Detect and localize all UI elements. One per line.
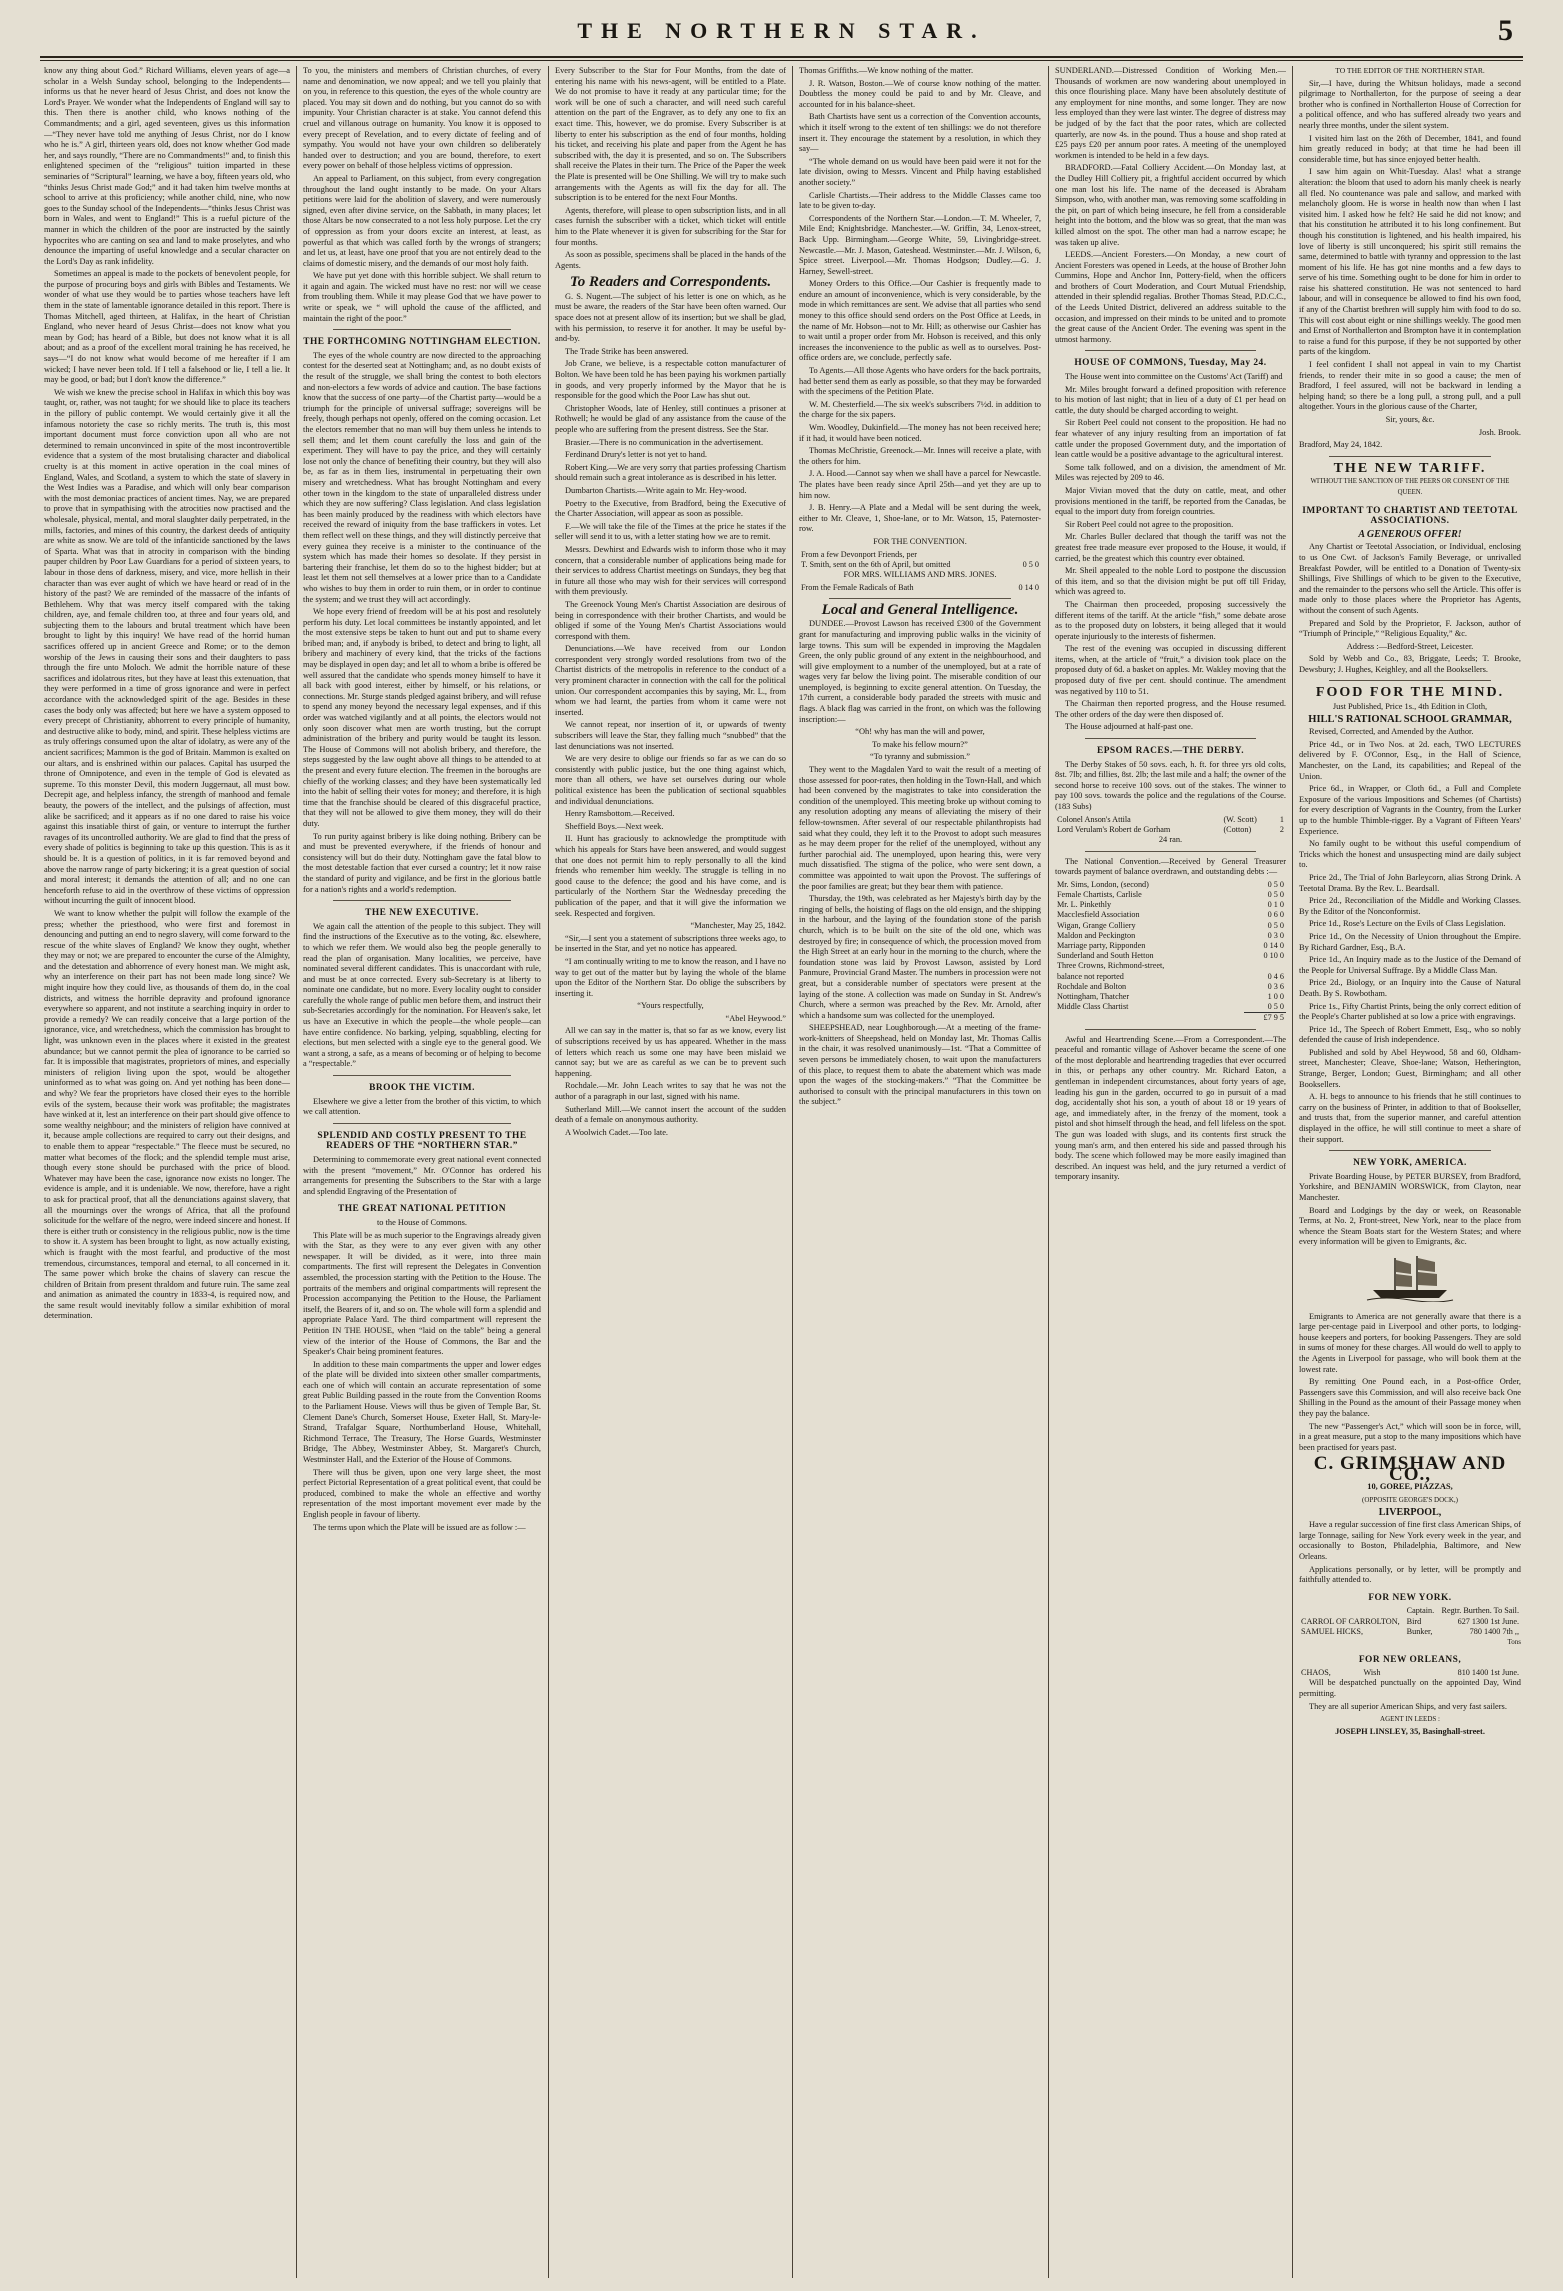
news-paragraph: Major Vivian moved that the duty on cattle, meat, and other provisions mentioned in the tariff, be reported from the Canadas, be equal to the import duty from foreign countries. [1055,485,1286,517]
table-row: Wigan, Grange Colliery 0 5 0 [1057,920,1284,930]
table-row: Macclesfield Association 0 6 0 [1057,910,1284,920]
table-row: Rochdale and Bolton 0 3 6 [1057,981,1284,991]
news-paragraph: Sir Robert Peel could not consent to the proposition. He had no fear whatever of any injury resulting from an importation of fat cattle under the proposed Government duty, and the importation of lean cattle would be a positive advantage to the agricultural interest. [1055,418,1286,460]
heading-epsom-races: EPSOM RACES.—THE DERBY. [1096,746,1245,757]
news-paragraph: Thursday, the 19th, was celebrated as her Majesty's birth day by the ringing of bells, the hoisting of flags on the old ensign, and the shipping in the harbour, and the laying of the foundation stone of the parish church, which is to be built on the site of the old one, which was destroyed by fire; in consequence of which, the procession moved from the High Street at an early hour in the morning to the church, where the foundation stone was laid by Provost Lawson, assisted by Lord Panmure, Provincial Grand Master. The numbers in procession were not great, but a considerable number of spectators were present at the laying of the stone. A collection was made on Sunday in St. Andrew's Church, where a sermon was preached by the Rev. Mr. Arnold, after which a handsome sum was collected for the unemployed. [799,894,1041,1020]
article-paragraph: To you, the ministers and members of Christian churches, of every name and denomination, we now appeal; and we tell you plainly that on you, in reference to this question, the eyes of the whole country are placed. You may sit down and do nothing, but you cannot do so with impunity. Your Christian character is at stake. You cannot defend this cruel and villanous outrage on humanity. You know it is opposed to every precept of Revelation, and to every dictate of feeling and of sympathy. You would not have your own children so deliberately handed over to destruction; and you are bound, therefore, to exert every power on behalf of those helpless victims of oppression. [303,66,541,171]
article-paragraph: We hope every friend of freedom will be at his post and resolutely perform his duty. Let local committees be instantly appointed, and let the most extensive steps be taken to hunt out and put to shame every bribed man; and, if anybody is bribed, to detect and bring to light, all bribery and machinery of every kind, that the tricks of the factions may be displayed in open day; and let all to whom a bribe is offered be well assured that the candidate who spends money himself to have it all back with good interest, either by himself, or his relations, or connections. Mr. Sturge stands pledged against bribery, and will refuse to spend any money beyond the necessary legal expenses, and if this order was watched vigilantly and at all points, the electors would not only soon discover what men are worth trusting, but the corrupt administration of the bribery and purity would be taught its lesson. The House of Commons will not abolish bribery, and therefore, the steps suggested by the law ought above all things to be attended to at the present and every future election. The freemen in the boroughs are chiefly of the working classes; and they have been systematically led into the habit of selling their votes for money; and therefore, it is high time that the franchise should be cleared of this disgraceful practice, that they will not be allowed to give them money, they will do their duty. [303,607,541,828]
news-paragraph: Sir Robert Peel could not agree to the proposition. [1065,519,1234,529]
firm-city: LIVERPOOL, [1378,1506,1442,1518]
correspondent-note: Henry Ramsbottom.—Received. [565,809,675,819]
letter-paragraph: Sir,—I have, during the Whitsun holidays, made a second pilgrimage to Northallerton, for the purpose of seeing a dear brother who is confined in Northallerton House of Correction for a political offence, and who has suffered already two years and nearly three months, under the silent system. [1299,78,1521,130]
heading-for-new-york: FOR NEW YORK. [1368,1592,1452,1603]
correspondent-note: A Woolwich Cadet.—Too late. [565,1127,669,1137]
article-paragraph: To run purity against bribery is like doing nothing. Bribery can be and must be prevented everywhere, if the friends of honour and consistency will but do their duty. Nottingham gave the fatal blow to the most detestable faction that ever cursed a country; let it now raise the standard of purity and vigilance, and be first in the glorious battle for a nation's rights and a world's redemption. [303,831,541,894]
table-row: Colonel Anson's Attila (W. Scott) 1 [1057,814,1284,824]
news-paragraph: BRADFORD.—Fatal Colliery Accident.—On Monday last, at the Dudley Hill Colliery pit, a frightful accident occurred by which one man lost his life. The name of the deceased is Abraham Simpson, who, with another man, was removing some scaffolding in the pit, on part of which being insecure, he fell from a considerable height into the bottom, and the blow was so great, that the man was killed almost on the spot. The other man had a narrow escape; he was taken up alive. [1055,163,1286,247]
table-row: balance not reported 0 4 6 [1057,971,1284,981]
advert-paragraph: Price 1s., Fifty Chartist Prints, being the only correct edition of the People's Charter published at so low a price with engravings. [1299,1001,1521,1022]
heading-readers-correspondents: To Readers and Correspondents. [569,274,772,291]
advert-paragraph: Price 1d., The Speech of Robert Emmett, Esq., who so nobly defended the cause of Irish independence. [1299,1024,1521,1045]
column-3 [555,66,786,2278]
column-divider [548,66,549,2278]
letter-paragraph: I saw him again on Whit-Tuesday. Alas! what a strange alteration: the bloom that used to adorn his manly cheek is nearly all fled. No countenance was pale and sallow, and marked with melancholy gloom. He is worse in health now than when I last visited him. I asked how he felt? He said he did not know; and that his constitution he attributed it to his long confinement. But though his constitution is lightened, and his health impaired, his love of liberty is still unconquered; his spirit still remains the same, determined to battle with tyranny and oppression to the last moment of his life. He has got nine months and a few days to serve of his time. Something ought to be done for him in order to raise his shattered constitution. He was not sentenced to hard labour, and will in consequence be allowed to find his own food, if any of the Chartist brethren will supply him with food to do so. This will cost about eight or nine shillings weekly. The good men and Ernst of Northallerton and Brompton have it in contemplation to raise a fund for this purpose, if they be not supported by other parts of the kingdom. [1299,167,1521,357]
article-paragraph: Every Subscriber to the Star for Four Months, from the date of entering his name with his news-agent, will be entitled to a Plate. We do not promise to have it ready at any particular time; for the work will be one of such a character, and will need such careful attention on the part of the Engraver, as to defy any one to fix an exact time. This, however, we do promise. Every Subscriber is at liberty to enter his subscription as the end of four months, holding his ticket, and receiving his plate and paper from the Agent he has subscribed with, the day it is presented, and so on. The Subscribers shall receive the Plates in their turn. The Price of the Paper the week the Plate is presented will be One Shilling. We will try to make such arrangements with the Agents as will fix the day for all. The subscription is to be entered for the next Four Months. [555,66,786,203]
correspondent-note: G. S. Nugent.—The subject of his letter is one on which, as he must be aware, the readers of the Star have been often warned. Our space does not at present allow of its insertion; but we shall be glad, with his permission, to reserve it for another. It may be useful by-and-by. [555,291,786,344]
tariff-subtitle: WITHOUT THE SANCTION OF THE PEERS OR CONSENT OF THE QUEEN. [1310,478,1510,496]
race-field-count: 24 ran. [1158,835,1183,844]
news-paragraph: The House went into committee on the Customs' Act (Tariff) and [1065,372,1283,382]
advert-paragraph: Published and sold by Abel Heywood, 58 and 60, Oldham-street, Manchester; Cleave, Shoe-lane; Watson, Hetherington, Strange, Berger, London; Guest, Birmingham; and all other Booksellers. [1299,1047,1521,1089]
correspondent-note: Rochdale.—Mr. John Leach writes to say that he was not the author of a paragraph in our last, signed with his name. [555,1081,786,1102]
article-paragraph: There will thus be given, upon one very large sheet, the most perfect Pictorial Representation of a great political event, that could be produced, combined to make the whole an effective and worthy representation of the most important movement ever made by the English people in favour of liberty. [303,1467,541,1519]
column-6 [1299,66,1521,2278]
advert-paragraph: Revised, Corrected, and Amended by the Author. [1309,727,1474,737]
news-paragraph: Awful and Heartrending Scene.—From a Correspondent.—The peaceful and romantic village of Ashover became the scene of one of the most deplorable and heartrending tragedies that ever occurred in this, or perhaps any other country. Mr. Richard Eaton, a gentleman in independent circumstances, about forty years of age, leading his gun in the garden, occurred to go in pursuit of a mad dog, accidentally shot his son, a youth of about 18 or 19 years of age, and immediately after, in the frenzy of the moment, took a pistol and shot himself through the head, and fell lifeless on the spot. The gun was loaded with slugs, and its contents first struck the young man's arm, and then entered his side and passed through his body. The scene which followed may be more easily imagined than described. An inquest was held, and the jury returned a verdict of temporary insanity. [1055,1034,1286,1182]
table-row: T. Smith, sent on the 6th of April, but omitted 0 5 0 [801,559,1039,569]
tons-label: Tons [1507,1638,1521,1647]
new-york-sailings [1299,1606,1521,1637]
news-paragraph: Mr. Sheil appealed to the noble Lord to postpone the discussion of this item, and so that the division might be put off till Friday, which was agreed to. [1055,566,1286,597]
column-divider [1048,66,1049,2278]
column-5 [1055,66,1286,2278]
news-paragraph: The rest of the evening was occupied in discussing different items, when, at the article of “fruit,” a division took place on the proposed duty of 6d. a basket on apples. Mr. Wakley moving that the proposed duty of five per cent. should continue. The amendment was negatived by 110 to 51. [1055,644,1286,696]
article-paragraph: We wish we knew the precise school in Halifax in which this boy was taught, or, rather, was not taught; for we should like to place its teachers in the pillory of public contempt. We would certainly give it all the infamous notoriety the case so richly merits. The truth is, this most important document must force conviction upon all who are not determined to remain unconvinced in spite of the most incontrovertible evidence that a system of the most brutalising character and diabolical cruelty is at this moment in active operation in the coal mines of England, Wales, and Scotland, a system to which the state of slavery in the West Indies was a Paradise, and which will only bear comparison with the most demoniac practices of ancient times. Nay, we are prepared to prove that in sympathising with the atrocities now practised and the wholesale, physical, mental, and moral slaughter daily perpetrated, in the mills, factories, and mines of this country, the darkest deeds of antiquity are white as snow. We are told of the infanticide sanctioned by the laws of Sparta. What was that in atrocity in comparison with the binding pauper children by Poor Law Guardians for a period of sixteen years, to labour in those dens of darkness, misery, and vice, more hellish in their character than was ever aught of which we have heard or read of in the history of the past? We are reminded of the massacre of the infants of Bethlehem. Why that was mercy itself compared with the taking children, aye, and female children too, at three and four years old, and subjecting them to the labours and brutal treatment which have been brought to light by this inquiry! We have read of the horrid human sacrifices offered up in ancient Greece and Rome; or to the demon worship of the Jews in causing their sons and their daughters to pass through the fire unto Moloch. We admit the horrible nature of these sacrifices and idolatrous rites, but they have at least this extenuation, that they were performed in a time of gross ignorance and were in perfect accordance with the acknowledged spirit of the age. Besides in these cases the body only was affected; but here we have a system opposed to every precept of Christianity, abhorrent to every principle of humanity, and destructive alike to body, mind, and spirit. These helpless victims are as truly offerings consumed upon the altar of idolatry, as were any of the ancient sacrifices; Mammon is the god of Britain. Mammon is exalted on our altars, and is enshrined within our palaces. Capital has usurped the throne of Omnipotence, and even in the temple of God is elevated as supreme. To this monster Devil, this modern Juggernaut, all must bow. Decrepit age, and helpless infancy, the strength of manhood and female beauty, the powers of the intellect, and the pulsings of affection, must alike be sacrificed; and it appears as if no one dared to raise his voice against this insatiable thirst of gain, or venture to interrupt the further ravages of its uncontrolled authority. We are glad to find that the press of every shade of politics is beginning to take up this question. This is as it should be. It is a question of politics, in it is far removed beyond and above the narrow range of party bickering; it is a great question of social and moral interest; it demands the attention of all; and no one can henceforth refuse to aid in the overthrow of these victims of oppression without incurring the guilt of innocent blood. [44,387,290,906]
advert-paragraph: Price 1d., An Inquiry made as to the Justice of the Demand of the People for Universal Suffrage. By a Middle Class Man. [1299,955,1521,975]
correspondent-note: Messrs. Dewhirst and Edwards wish to inform those who it may concern, that a considerable number of applications being made for their services to address Chartist meetings on Sundays, they beg that in future all those who may wish for their services will correspond with them previously. [555,544,786,597]
masthead-rule [40,56,1523,61]
separator [333,900,511,901]
advert-paragraph: Price 2d., Reconciliation of the Middle and Working Classes. By the Editor of the Nonconformist. [1299,896,1521,916]
advert-address: Address :—Bedford-Street, Leicester. [1346,641,1474,651]
correspondent-note: Brasier.—There is no communication in the advertisement. [565,437,764,447]
heading-new-york: NEW YORK, AMERICA. [1353,1158,1467,1169]
table-row: From a few Devonport Friends, per [801,549,917,559]
heading-new-tariff: THE NEW TARIFF. [1333,460,1487,476]
news-paragraph: Mr. Miles brought forward a defined proposition with reference to his motion of last night; that in lieu of a duty of £1 per head on cattle, the duty should be charged according to weight. [1055,384,1286,415]
correspondent-note: Denunciations.—We have received from our London correspondent very strongly worded resolutions from two of the Chartist districts of the metropolis in reference to the conduct of a very prominent character in connection with the call for the political union. Our correspondent accompanies this by saying, Mr. L., from whom we had learnt, the parties from whom it came were not inserted. [555,644,786,717]
letter-paragraph: “I am continually writing to me to know the reason, and I have no way to get out of the matter but by laying the whole of the blame upon the Editor of the Northern Star. Do oblige the subscribers by inserting it. [555,956,786,998]
letter-closing: Sir, yours, &c. [1385,415,1435,424]
correspondent-note: II. Hunt has graciously to acknowledge the promptitude with which his appeals for Stars have been answered, and would suggest that one does not permit him to reply personally to all the kind friends who remember him weekly. The struggle is telling in no good cause to the defence; the good and his have come, and is particularly of the Northern Star the Wednesday preceding the publication of the paper, and that it will give the information we seek. Respected and forgiven. [555,834,786,918]
heading-food-for-mind: FOOD FOR THE MIND. [1315,685,1505,701]
article-paragraph: As soon as possible, specimens shall be placed in the hands of the Agents. [555,250,786,270]
heading-splendid-present: SPLENDID AND COSTLY PRESENT TO THE READERS OF THE “NORTHERN STAR.” [317,1130,527,1152]
table-row: Three Crowns, Richmond-street, [1057,961,1165,971]
williams-subscriptions [799,583,1041,593]
food-intro: Just Published, Price 1s., 4th Edition in Cloth, [1332,702,1488,712]
advert-paragraph: Price 4d., or in Two Nos. at 2d. each, TWO LECTURES delivered by F. O'Connor, Esq., in the Hall of Science, Manchester, on the Land, its capabilities; and Repeal of the Union. [1299,739,1521,781]
letter-paragraph: I feel confident I shall not appeal in vain to my Chartist friends, to render their mite in so good a cause; the men of Bradford, I feel assured, will not be backward in lending a helping hand; so there be a long pull, a strong pull, and a pull altogether. Yours in the glorious cause of the Charter, [1299,360,1521,412]
food-title: HILL'S RATIONAL SCHOOL GRAMMAR, [1308,713,1512,725]
column-2 [303,66,541,2278]
correspondent-note: Poetry to the Executive, from Bradford, being the Executive of the Charter Association, will appear as soon as possible. [555,498,786,519]
correspondent-note: J. R. Watson, Boston.—We of course know nothing of the matter. Doubtless the money could be paid to and by Mr. Cleave, and accounted for in his balance-sheet. [799,78,1041,109]
table-row: SAMUEL HICKS, Bunker, 780 1400 7th ,, [1301,1626,1519,1636]
table-row: CARROL OF CARROLTON, Bird 627 1300 1st June. [1301,1616,1519,1626]
separator [333,1123,511,1124]
firm-name: C. GRIMSHAW AND CO., [1313,1453,1507,1485]
heading-nottingham-election: THE FORTHCOMING NOTTINGHAM ELECTION. [303,337,541,348]
advert-paragraph: Emigrants to America are not generally aware that there is a large per-centage paid in Liverpool and other ports, to lodging-house keepers and porters, for booking Passengers. They are sold in sums of money for these charges. All would do well to apply to the Agents in Liverpool for passage, who will book them at the lowest rate. [1299,1311,1521,1374]
news-paragraph: LEEDS.—Ancient Foresters.—On Monday, a new court of Ancient Foresters was opened in Leeds, at the house of Brother John Cummins, Hope and Anchor Inn, Pottery-field, when the officers and brothers of Court Moderation, and Court Mutual Friendship, attended in their splendid regalias. Brother Thomas Stead, P.D.C.C., of the Leeds United District, delivered an address suitable to the occasion, and impressed on their minds to be united and to promote the great cause of the Ancient Order. The evening was spent in the utmost harmony. [1055,250,1286,344]
correspondent-note: J. B. Henry.—A Plate and a Medal will be sent during the week, either to Mr. Cleave, 1, Shoe-lane, or to Mr. Watson, 15, Paternoster-row. [799,503,1041,534]
table-row: Sunderland and South Hetton 0 10 0 [1057,951,1284,961]
letter-paragraph: “Sir,—I sent you a statement of subscriptions three weeks ago, to be inserted in the Star, and yet no notice has appeared. [555,933,786,954]
correspondent-note: Job Crane, we believe, is a respectable cotton manufacturer of Bolton. We have been told he has been paying his workmen partially in goods, and very properly informed by the Mayor that he is responsible for the good which the Poor Law has shut out. [555,359,786,401]
advert-paragraph: By remitting One Pound each, in a Post-office Order, Passengers save this Commission, and will also receive back One Shilling in the Pound as the amount of their Passage money when they pay the balance. [1299,1377,1521,1418]
table-row: Nottingham, Thatcher 1 0 0 [1057,992,1284,1002]
subscription-heading: FOR THE CONVENTION. [873,536,967,546]
letter-closing: “Yours respectfully, [637,1001,704,1011]
table-row: Mr. Sims, London, (second) 0 5 0 [1057,879,1284,889]
separator [1329,1150,1491,1151]
separator [1085,350,1256,351]
masthead [40,14,1523,56]
article-paragraph: We again call the attention of the people to this subject. They will find the instructions of the Executive as to the voting, &c. elsewhere, to which we refer them. We would also beg the people generally to read the plan of organisation. Many localities, we perceive, have nominated several different candidates. This is unaccordant with rule, and must be at once corrected. Every sub-Secretary is at liberty to nominate one candidate, but no more. Every locality ought to consider carefully the whole range of public men before them, and instruct their sub-Secretaries accordingly for the nomination. For Heaven's sake, let us have an Executive in which the people—the whole people—can have entire confidence. No barking, yelping, squabbling, electing for elections, but men selected with a single eye to the general good. We want a strong, a safe, as a means of becoming or of helping to become a “respectable.” [303,921,541,1069]
heading-important: IMPORTANT TO CHARTIST AND TEETOTAL ASSOCIATIONS. [1302,505,1518,527]
agent-name: JOSEPH LINSLEY, 35, Basinghall-street. [1335,1726,1485,1736]
separator [333,1075,511,1076]
column-1 [44,66,290,2278]
correspondent-note: All we can say in the matter is, that so far as we know, every list of subscriptions received by us has appeared. Whether in the mass of letters which reach us some one may have been mislaid we cannot say; but we are as careful as we can be to prevent such happening. [555,1026,786,1078]
sailing-ship-icon [1299,1254,1521,1306]
advert-paragraph: Prepared and Sold by the Proprietor, F. Jackson, author of “Triumph of Principle,” “Religious Equality,” &c. [1299,618,1521,639]
article-paragraph: An appeal to Parliament, on this subject, from every congregation throughout the land ought instantly to be made. On your Altars petitions were laid for the abolition of slavery, and were numerously signed, even after divine service, on the Sabbath, in many places; let those Altars be now consecrated to a not less holy purpose. Let the cry of oppression as from your doors excite an interest, at least, as powerful as that which was called forth by the wrongs of strangers; and let us, at least, have one proof that you are not entirely dead to the claims of domestic misery, and the demands of our most holy faith. [303,173,541,268]
advert-paragraph: Price 2d., Biology, or an Inquiry into the Cause of Natural Death. By S. Rowbotham. [1299,978,1521,998]
convention-subscriptions [799,550,1041,570]
table-row: Middle Class Chartist 0 5 0 [1057,1002,1284,1012]
article-paragraph: Elsewhere we give a letter from the brother of this victim, to which we call attention. [303,1096,541,1117]
heading-national-petition: THE GREAT NATIONAL PETITION [338,1204,506,1215]
inscription-line: “Oh! why has man the will and power, [855,727,985,737]
newspaper-title: THE NORTHERN STAR. [577,18,986,43]
letter-heading: TO THE EDITOR OF THE NORTHERN STAR. [1335,66,1485,75]
advert-paragraph: Price 2d., The Trial of John Barleycorn, alias Strong Drink. A Teetotal Drama. By the Rev. L. Beardsall. [1299,872,1521,893]
inscription-line: “To tyranny and submission.” [870,752,970,762]
correspondent-note: J. A. Hood.—Cannot say when we shall have a parcel for Newcastle. The plates have been ready since April 25th—and yet they are up to him now. [799,469,1041,500]
new-orleans-sailings [1299,1668,1521,1678]
correspondent-note: Sutherland Mill.—We cannot insert the account of the sudden death of a female on anonymous authority. [555,1104,786,1125]
heading-house-of-commons: HOUSE OF COMMONS, Tuesday, May 24. [1074,358,1267,369]
article-paragraph: This Plate will be as much superior to the Engravings already given with the Star, as they were to any ever given with any other newspaper. It will be divided, as it were, into three main compartments. The first will represent the Delegates in Convention assembled, the procession starting with the Petition to the House. The portraits of the members and original compartments will represent the Procession accompanying the Petition to the House, the Parliament itself, the Bearers of it, and so on. The whole will form a splendid and appropriate Palace Yard. The third compartment will represent the Petition IN THE HOUSE, when “laid on the table” being a general view of the interior of the House of Commons, the Bar and the Speaker's Chair being prominent features. [303,1230,541,1357]
separator [1329,680,1491,681]
advert-paragraph: Price 1d., Rose's Lecture on the Evils of Class Legislation. [1309,919,1506,929]
article-paragraph: We want to know whether the pulpit will follow the example of the press; whether the priesthood, who were first and foremost in denouncing and putting an end to negro slavery, will come forward to the rescue of the white slaves of England? We know they ought, whether they may or not; we are prepared to encounter the curse of the Almighty, and the detestation and abhorrence of every honest man. We might ask, why an interference on their part has not been made long since? We might inquire how they could live, as thousands of them do, in the coal districts, and witness the horrible depravity and profound ignorance everywhere so apparent, and not institute a searching inquiry in order to provide a remedy? We can readily conceive that a large portion of the ignorance, vice, and wretchedness, which the commission has brought to light, was unknown even in the places where it existed in the greatest abundance; but we cannot permit the plea of ignorance to be carried so far. It is impossible that magistrates, proprietors of mines, and especially ministers of religion living upon the spot, would be altogether uninformed as to what was going on. And yet nothing has been done—and why? We fear the proprietors have closed their eyes to the horrible evils of the system, because their work was profitable; the magistrates have winked at it, lest an interference on their part should give offence to some wealthy neighbour; and the ministers of religion have connived at it, because ample collections are required to carry out their designs, and to enable them to appear “respectable.” The fleece must be secured, no matter what becomes of the flock; and the splendid temple must arise, though every stone should be purchased with the price of blood. Whatever may have been the case, ignorance now exists no longer. The evidence is ample, and it is undeniable. We now, therefore, have a right to ask for practical proof, that all the denunciations against slavery, that all the mournings over the wrongs of Africa, that all the profound solicitude for the welfare of the negro, were indeed sincere and honest. If there is either truth or consistency in the religious public, now is the time to show it. A system has been brought to light, as now actually existing, which is fraught with the most fearful, and productive of the most tremendous, circumstances, temporal and eternal, to all concerned in it. The same power which broke the chains of slavery can rescue the children of Britain from present thraldom and future ruin. The same zeal and animation as animated the country in 1833-4, is required now, and the same result would inevitably follow a similar exhibition of moral determination. [44,908,290,1321]
news-paragraph: The Chairman then reported progress, and the House resumed. The other orders of the day were then disposed of. [1055,699,1286,719]
news-paragraph: SUNDERLAND.—Distressed Condition of Working Men.—Thousands of workmen are now wandering about unemployed in this once flourishing place. Many have been absolutely destitute of any employment for nine months, and some longer. They are now less employed than they were last winter. The degree of distress may be judged of by the fact that the poor rates, which are collected quarterly, are now 4s. in the pound. Thus a house and shop rated at £25 pays £20 per annum poor rates. A meeting of the unemployed workmen is intended to be held in a few days. [1055,66,1286,160]
correspondent-note: Money Orders to this Office.—Our Cashier is frequently made to endure an amount of inconvenience, which is very considerable, by the mode in which remittances are sent. We advise that all parties who send money to this office should send orders on the Post Office at Leeds, in the name of Mr. Hobson—not to Mr. Hill; as otherwise our Cashier has to wait until a proper order from Mr. Hobson is received, and this only increases the inconvenience to the public as well as to ourselves. Post-office orders are, we conclude, perfectly safe. [799,279,1041,363]
news-paragraph: SHEEPSHEAD, near Loughborough.—At a meeting of the frame-work-knitters of Sheepshead, held on Monday last, Mr. Thomas Callis in the chair, it was resolved unanimously—1st. “That a Committee of seven persons be immediately chosen, to wait upon the manufacturers of this place, to request them to abate the abatement which was made upon the wages of the stocking-makers.” “That the Committee be authorised to consult with the principal manufacturers in this town on the subject.” [799,1023,1041,1107]
article-paragraph: Agents, therefore, will please to open subscription lists, and in all cases furnish the subscriber with a ticket, which ticket will entitle him to the Plate whenever it is given for subscribing for the Star for four months. [555,205,786,247]
news-paragraph: The National Convention.—Received by General Treasurer towards payment of balance overdrawn, and outstanding debts :— [1055,856,1286,877]
table-row: CHAOS, Wish 810 1400 1st June. [1301,1668,1519,1678]
article-paragraph: The terms upon which the Plate will be issued are as follow :— [313,1522,526,1532]
column-divider [296,66,297,2278]
column-divider [1292,66,1293,2278]
firm-location: (OPPOSITE GEORGE'S DOCK,) [1362,1496,1458,1505]
correspondent-note: “The whole demand on us would have been paid were it not for the late division, owing to Messrs. Vincent and Philp having established another society.” [799,156,1041,187]
correspondent-note: Carlisle Chartists.—Their address to the Middle Classes came too late to be given to-day. [799,190,1041,211]
table-row: Female Chartists, Carlisle 0 5 0 [1057,889,1284,899]
column-divider [792,66,793,2278]
advert-paragraph: Price 1d., On the Necessity of Union throughout the Empire. By Richard Gardner, Esq., B.A. [1299,931,1521,952]
firm-address: 10, GOREE, PIAZZAS, [1367,1482,1453,1492]
separator [1085,851,1256,852]
agent-label: AGENT IN LEEDS : [1380,1715,1440,1724]
correspondent-note: Ferdinand Drury's letter is not yet to hand. [565,450,707,460]
correspondent-note: We cannot repeat, nor insertion of it, or upwards of twenty subscribers will leave the Star, they falling much “snubbed” that the last denunciations was not inserted. [555,720,786,751]
separator [333,329,511,330]
separator [1329,456,1491,457]
news-paragraph: DUNDEE.—Provost Lawson has received £300 of the Government grant for manufacturing and improving public walks in the vicinity of large towns. This sum will be expended in improving the Magdalen Green, the only public ground of any extent in the neighbourhood, and will give employment to a number of the unemployed, but at a rate of wages very far below the living point. The miserable condition of our unemployed, is beginning to excite general attention. On Tuesday, the 17th current, a considerable body paraded the streets with music and flags. A black flag was carried in the front, on which was the following inscription:— [799,619,1041,724]
letter-paragraph: I visited him last on the 26th of December, 1841, and found him greatly reduced in body; at that time he had been ill considerable time, but has since enjoyed better health. [1299,133,1521,164]
advert-paragraph: Any Chartist or Teetotal Association, or Individual, enclosing to us One Cwt. of Jackson's Family Beverage, or unrivalled Breakfast Powder, will be entitled to a Donation of Twenty-six Shillings, Five Shillings of which to be given to the Executive, and the remainder to the persons who sell the Article. This offer is made only to those places where the Proprietor has Agents, without the consent of such Agents. [1299,542,1521,615]
news-paragraph: Mr. Charles Buller declared that though the tariff was not the greatest free trade measure ever proposed to the House, it would, if carried, be the greatest which this country ever obtained. [1055,532,1286,563]
article-paragraph: Determining to commemorate every great national event connected with the present “movement,” Mr. O'Connor has ordered his arrangements for presenting the Subscribers to the Star with a large and splendid Engraving of the Presentation of [303,1155,541,1196]
correspondent-note: The Trade Strike has been answered. [565,346,689,356]
correspondent-note: Robert King.—We are very sorry that parties professing Chartism should remain such a great intolerance as is described in his letter. [555,462,786,483]
petition-subtitle: to the House of Commons. [376,1217,468,1227]
correspondent-note: The Greenock Young Men's Chartist Association are desirous of being in correspondence with their brother Chartists, and would be obliged if some of the Young Men's Chartist Associations would correspond with them. [555,599,786,641]
advert-paragraph: Board and Lodgings by the day or week, on Reasonable Terms, at No. 2, Front-street, New York, near to the place from whence the Steam Boats start for the Western States; and where every information will be given to Emigrants, &c. [1299,1205,1521,1247]
news-paragraph: The Chairman then proceeded, proposing successively the different items of the tariff. At the article “fish,” some debate arose as to the proposed duty on lobsters, it being alleged that it would operate injuriously to the interests of fishermen. [1055,599,1286,641]
advert-paragraph: The new “Passenger's Act,” which will soon be in force, will, in a great measure, put a stop to the many impositions which have been practised for years past. [1299,1421,1521,1452]
column-4 [799,66,1041,2278]
advert-paragraph: A. H. begs to announce to his friends that he still continues to carry on the business of Printer, in addition to that of Bookseller, and trusts that, from the superior manner, and careful attention displayed in the office, he will still continue to meet a share of their support. [1299,1092,1521,1144]
article-paragraph: Sometimes an appeal is made to the pockets of benevolent people, for the purpose of procuring boys and girls with Bibles and Testaments. We wonder of what use they would be to parties whose teachers have left them in the state of lamentable ignorance detailed in this report. There is Thomas Mitchell, aged thirteen, at Halifax, in the heart of Christian England, who never heard of Jesus Christ—does not know what you mean by God; has heard of a Bible, but does not know what it is all about; and as a proof of the excellent moral training he has received, he says—“I do not know what would become of me hereafter if I am wicked; I have never been told. If I tell a falsehood or lie, I tell a lie. It may be good, or bad; but I don't know the difference.” [44,269,290,385]
letter-signature: “Abel Heywood.” [725,1013,786,1023]
table-row: Marriage party, Ripponden 0 14 0 [1057,941,1284,950]
article-paragraph: know any thing about God.” Richard Williams, eleven years of age—a scholar in a Welsh Sunday school, belonging to the Independents—informs us that he never heard of Jesus Christ, and does not know the Lord's Prayer. We wonder what the Independents of England will say to this. Then there is another child, who knows nothing of the Commandments; and a girl, aged seventeen, gives us this information—“They never have told me anything of Jesus Christ, nor do I know who he is.” A girl, thirteen years old, does not know whether God made her, and says roundly, “There are no Commandments!” and, to finish this enlightened specimen of the “religious” tuition imparted in these seminaries of “Scriptural” learning, we have a boy, fifteen years old, who “thinks Jesus Christ made God;” and it had taken him twelve months at school to arrive at this proficiency; while another child, nine, who now goes to the Sunday school of the Independents—“thinks Jesus Christ was born in Wales, and went to England!” This is a rueful picture of the manner in which the children of the poor are instructed by the saintly hypocrites who are canting on sea and land to make proselytes, and who denounce the imparting of useful knowledge and a secular character on the Lord's Day as rank infidelity. [44,66,290,266]
correspondent-note: Thomas McChristie, Greenock.—Mr. Innes will receive a plate, with the others for him. [799,446,1041,466]
subscription-heading: FOR MRS. WILLIAMS AND MRS. JONES. [843,569,997,579]
article-paragraph: In addition to these main compartments the upper and lower edges of the plate will be divided into sixteen other smaller compartments, each one of which will contain an accurate representation of some great Public Building passed in the route from the Convention Rooms to the Parliament House. Views will thus be given of Temple Bar, St. Clement Dane's Church, Somerset House, Exeter Hall, St. Mary-le-Strand, Trafalgar Square, Northumberland House, Whitehall, Richmond Terrace, The Treasury, The Horse Guards, Westminster Bridge, The Abbey, Westminster Abbey, St. Margaret's Church, Westminster Hall, and the Exterior of the House of Commons. [303,1359,541,1465]
correspondent-note: W. M. Chesterfield.—The six week's subscribers 7½d. in addition to the charge for the six papers. [799,399,1041,420]
correspondent-note: To Agents.—All those Agents who have orders for the back portraits, had better send them as early as possible, so that they may be forwarded with the specimens of the Petition Plate. [799,366,1041,397]
advert-paragraph: Will be despatched punctually on the appointed Day, Wind permitting. [1299,1678,1521,1698]
advert-paragraph: Sold by Webb and Co., 83, Briggate, Leeds; T. Brooke, Dewsbury; J. Hughes, Keighley, and all the Booksellers. [1299,654,1521,674]
heading-local-intelligence: Local and General Intelligence. [821,601,1019,618]
letter-date: Bradford, May 24, 1842. [1299,440,1383,450]
convention-receipts [1055,880,1286,1024]
correspondent-note: Correspondents of the Northern Star.—London.—T. M. Wheeler, 7, Mile End; Knightsbridge. Manchester.—W. Griffin, 34, Lenox-street, Back Upp. Birmingham.—George White, 59, Livingbridge-street. Newcastle.—Mr. J. Mason, Gateshead. Westminster.—Mr. J. Wilson, 6, Spice street. Liverpool.—Mr. Thomas Hodgson; Dudley.—G. J. Harney, Sewell-street. [799,213,1041,276]
heading-new-executive: THE NEW EXECUTIVE. [365,908,479,919]
correspondent-note: Dumbarton Chartists.—Write again to Mr. Hey-wood. [565,485,747,495]
separator [829,598,1011,599]
correspondent-note: Bath Chartists have sent us a correction of the Convention accounts, which it itself wrong to the extent of ten shillings: we do not therefore insert it. They encourage the statement by a resolution, in which they say— [799,112,1041,154]
article-paragraph: The eyes of the whole country are now directed to the approaching contest for the deserted seat at Nottingham; and, as no doubt exists of the result of the struggle, we shall bring the contest to both electors and non-electors a few words of advice and caution. The base factions know that the success of one party—of the Chartist party—would be a triumph for the principle of universal suffrage; sovereigns will be freely, though perhaps not openly, offered on the coming occasion. Let the electors remember that no man will buy them unless he intends to sell them; and let them count carefully the loss and gain of the experiment. They will have to pay the price, and they will certainly lose not only the chance of benefiting their country, but they will also be, as far as in them lies, instrumental in perpetuating their own misery and wretchedness. What has brought Nottingham and every other town in the kingdom to the state of unparalleled distress under which they are now suffering? Class legislation. And class legislation has been mainly produced by the readiness with which electors have received the reward of iniquity from the base traffickers in votes. Let them reflect well on these things, and they will distinctly perceive that every guinea they receive is a minister to the continuance of the system which has made their homes so desolate. If they persist in bartering their franchise, let them do so to the highest bidder; but at least let them not sell themselves at a lower price than to a Candidate who wishes to buy them in order to ruin them, or in order to continue the system; and we trust they will act accordingly. [303,350,541,604]
separator [1085,738,1256,739]
race-results [1055,815,1286,835]
page-number: 5 [1498,14,1513,47]
table-row: Lord Verulam's Robert de Gorham (Cotton) 2 [1057,824,1284,834]
correspondent-note: We are very desire to oblige our friends so far as we can do so consistently with public justice, but the one thing against which, more than all others, we have set ourselves during our whole political existence has been the publication of sectional squabbles and individual denunciations. [555,754,786,806]
correspondent-note: Sheffield Boys.—Next week. [565,821,664,831]
letter-signature: Josh. Brook. [1478,427,1521,437]
table-row: Maldon and Peckington 0 3 0 [1057,930,1284,940]
advert-paragraph: Have a regular succession of fine first class American Ships, of large Tonnage, sailing for New York every week in the year, and occasionally to Boston, Philadelphia, Baltimore, and New Orleans. [1299,1520,1521,1562]
news-paragraph: They went to the Magdalen Yard to wait the result of a meeting of those assessed for poor-rates, then holding in the Town-Hall, and which had been convened by the magistrates to take into consideration the condition of the unemployed. This meeting broke up without coming to any resolution adopting any means of alleviating the misery of their fellow-townsmen. After several of our respectable philanthropists had said what they could, they left it to the Provost to adopt such measures as he may deem proper for the relief of the unemployed, without any further parochial aid. The unemployed, upon hearing this, were very much dissatisfied. The stigma of the police, who were sent down, a committee was appointed to wait upon the Provost. The sufferings of the poor families are great; but they bear them with patience. [799,765,1041,891]
advert-paragraph: Applications personally, or by letter, will be promptly and faithfully attended to. [1299,1564,1521,1585]
advert-paragraph: No family ought to be without this useful compendium of Tricks which the honest and unsuspecting mind are daily subject to. [1299,839,1521,870]
table-header-row: Captain. Regtr. Burthen. To Sail. [1406,1606,1519,1616]
article-paragraph: We have put yet done with this horrible subject. We shall return to it again and again. The wicked must have no rest: nor will we cease from troubling them. While it may please God that we have power to write or speak, we “ will uphold the cause of the afflicted, and maintain the right of the poor.” [303,271,541,323]
news-paragraph: The Derby Stakes of 50 sovs. each, h. ft. for three yrs old colts, 8st. 7lb; and fillies, 8st. 2lb; the last mile and a half; the owner of the second horse to receive 100 sovs. out of the stakes. The winner to pay 100 sovs. towards the police and the regulations of the Course. (183 Subs) [1055,759,1286,811]
table-row: Mr. L. Pinkethly 0 1 0 [1057,900,1284,910]
advert-paragraph: Private Boarding House, by PETER BURSEY, from Bradford, Yorkshire, and BENJAMIN WORSWICK, from Clayton, near Manchester. [1299,1171,1521,1202]
inscription-line: To make his fellow mourn?” [872,739,968,749]
heading-for-new-orleans: FOR NEW ORLEANS, [1358,1654,1462,1665]
letter-dateline: “Manchester, May 25, 1842. [690,921,786,931]
correspondent-note: F.—We will take the file of the Times at the price he states if the seller will send it to us, with a letter stating how we are to remit. [555,521,786,542]
table-row: From the Female Radicals of Bath 0 14 0 [801,582,1039,592]
table-total-row: £7 9 5 [1055,1013,1286,1024]
correspondent-note: Wm. Woodley, Dukinfield.—The money has not been received here; if it had, it would have been noticed. [799,423,1041,443]
separator [1085,1029,1256,1030]
advert-paragraph: They are all superior American Ships, and very fast sailers. [1309,1701,1507,1711]
correspondent-note: Christopher Woods, late of Henley, still continues a prisoner at Rothwell; he would be glad of any assistance from the cause of the people who are suffering from the present distress. See the Star. [555,403,786,434]
news-paragraph: The House adjourned at half-past one. [1065,722,1193,732]
generous-offer: A GENEROUS OFFER! [1358,528,1462,540]
advert-paragraph: Price 6d., in Wrapper, or Cloth 6d., a Full and Complete Exposure of the various Impositions and Schemes (of Chartists) for every description of Vagrants in the Country, from the Lurker up to the humble Thimble-rigger. By a Vagrant of Fifteen Years' Experience. [1299,784,1521,836]
news-paragraph: Some talk followed, and on a division, the amendment of Mr. Miles was rejected by 209 to 46. [1055,462,1286,483]
heading-brook-the-victim: BROOK THE VICTIM. [369,1083,475,1094]
correspondent-note: Thomas Griffiths.—We know nothing of the matter. [799,66,974,75]
